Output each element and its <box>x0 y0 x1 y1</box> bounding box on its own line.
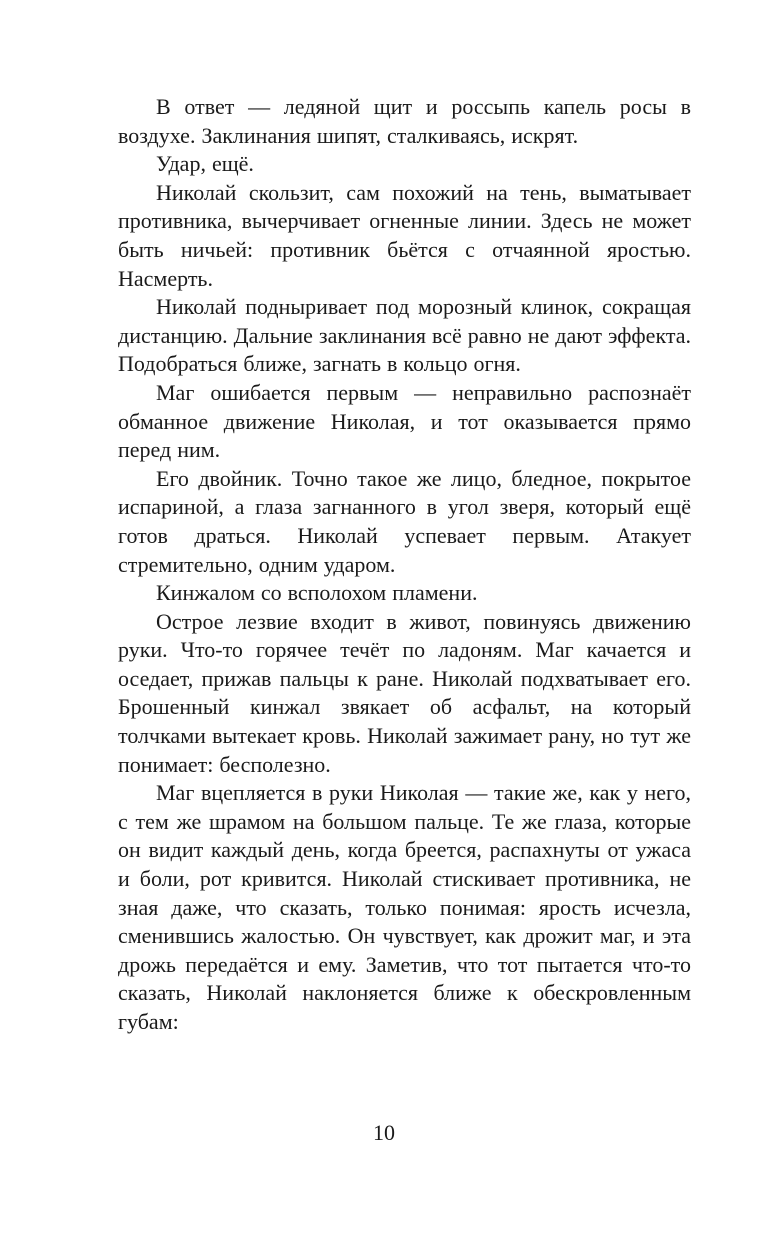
page-body <box>118 93 691 1037</box>
paragraph-8: Острое лезвие входит в живот, повинуясь движению руки. Что-то горячее течёт по ладоням. Маг качается и оседает, прижав пальцы к ране. Николай подхватывает его. Брошенный кинжал звякает об асфальт, на который толчками вытекает кровь. Николай зажимает рану, но тут же понимает: бесполезно. <box>118 608 691 777</box>
paragraph-2: Удар, ещё. <box>156 151 254 177</box>
paragraph-4: Николай подныривает под морозный клинок, сокращая дистанцию. Дальние заклинания всё равно не дают эффекта. Подобраться ближе, загнать в кольцо огня. <box>118 294 691 377</box>
page-number: 10 <box>373 1120 395 1145</box>
paragraph-6: Его двойник. Точно такое же лицо, бледное, покрытое испариной, а глаза загнанного в угол зверя, который ещё готов драться. Николай успевает первым. Атакует стремительно, одним ударом. <box>118 465 691 577</box>
paragraph-1: В ответ — ледяной щит и россыпь капель росы в воздухе. Заклинания шипят, сталкиваясь, искрят. <box>118 94 691 148</box>
paragraph-5: Маг ошибается первым — неправильно распознаёт обманное движение Николая, и тот оказывается прямо перед ним. <box>118 379 691 463</box>
paragraph-7: Кинжалом со всполохом пламени. <box>156 580 478 606</box>
paragraph-3: Николай скользит, сам похожий на тень, выматывает противника, вычерчивает огненные линии. Здесь не может быть ничьей: противник бьётся с отчаянной яростью. Насмерть. <box>118 179 691 291</box>
paragraph-9: Маг вцепляется в руки Николая — такие же, как у него, с тем же шрамом на большом пальце. Те же глаза, которые он видит каждый день, когда бреется, распахнуты от ужаса и боли, рот кривится. Николай стискивает противника, не зная даже, что сказать, только понимая: ярость исчезла, сменившись жалостью. Он чувствует, как дрожит маг, и эта дрожь передаётся и ему. Заметив, что тот пытается что-то сказать, Николай наклоняется ближе к обескровленным губам: <box>118 780 691 1034</box>
